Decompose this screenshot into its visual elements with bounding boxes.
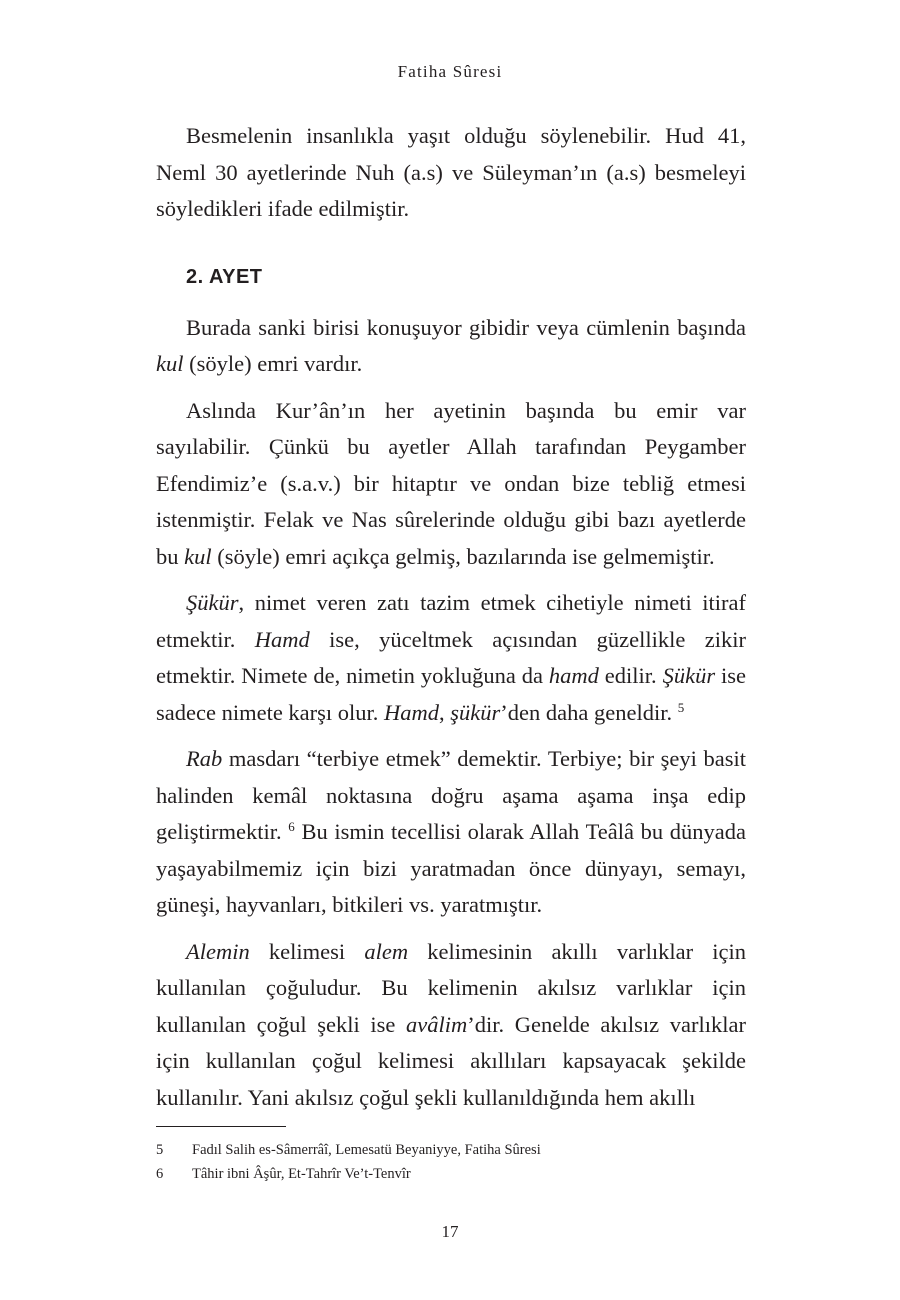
italic-term: Alemin <box>186 938 250 964</box>
text-run: ise, yüceltmek açısından güzellikle zikir etmektir. Nimete de, nimetin yokluğuna da <box>156 626 747 688</box>
text-run: Burada sanki birisi konuşuyor gibidir veya cümlenin başında <box>186 314 746 340</box>
italic-term: Şükür <box>662 663 716 688</box>
italic-term: Hamd <box>384 699 440 725</box>
footnote-ref[interactable]: 5 <box>677 699 685 715</box>
italic-term: kul <box>156 351 184 376</box>
text-run: (söyle) emri açıkça gelmiş, bazılarında ise gelmemiştir. <box>211 543 715 569</box>
footnote-text: Fadıl Salih es-Sâmerrâî, Lemesatü Beyaniyye, Fatiha Sûresi <box>192 1142 541 1158</box>
italic-term: şükür <box>450 699 501 725</box>
footnote-item <box>156 1138 756 1162</box>
footnote-item <box>156 1162 756 1186</box>
footnote-text: Tâhir ibni Âşûr, Et-Tahrîr Ve’t-Tenvîr <box>192 1166 411 1182</box>
text-run: ’dir. Genelde akılsız varlıklar için kullanılan çoğul kelimesi akıllıları kapsayacak şekilde kullanılır. Yani akılsız çoğul şekli kullanıldığında hem akıllı <box>156 1011 746 1110</box>
footnote-ref[interactable]: 6 <box>288 819 295 834</box>
text-run: , <box>439 699 451 725</box>
footnote-divider <box>156 1126 286 1127</box>
text-run: kelimesi <box>249 938 365 964</box>
paragraph-3 <box>156 393 746 576</box>
footnotes <box>156 1138 756 1186</box>
italic-term: alem <box>364 938 409 964</box>
italic-term: Hamd <box>254 626 310 652</box>
text-run: , nimet veren zatı tazim etmek cihetiyle nimeti itiraf etmektir. <box>156 590 746 652</box>
italic-term: hamd <box>548 663 599 688</box>
body-text <box>156 118 746 1126</box>
paragraph-6 <box>156 934 746 1117</box>
italic-term: kul <box>184 543 212 569</box>
text-run: masdarı “terbiye etmek” demektir. Terbiye; bir şeyi basit halinden kemâl noktasına doğru aşama aşama inşa edip geliştirmektir. <box>156 746 746 844</box>
page-number: 17 <box>441 1222 459 1241</box>
paragraph-2 <box>156 310 746 383</box>
footnote-number: 5 <box>156 1142 164 1158</box>
italic-term: Rab <box>186 746 223 771</box>
text-run: kelimesinin akıllı varlıklar için kullanılan çoğuludur. Bu kelimenin akılsız varlıklar için kullanılan çoğul şekli ise <box>156 938 747 1037</box>
paragraph-4 <box>156 585 746 731</box>
text-run: ise sadece nimete karşı olur. <box>156 663 746 725</box>
text-run: (söyle) emri vardır. <box>183 351 363 376</box>
paragraph-1: Besmelenin insanlıkla yaşıt olduğu söylenebilir. Hud 41, Neml 30 ayetlerinde Nuh (a.s) ve Süleyman’ın (a.s) besmeleyi söyledikleri ifade edilmiştir. <box>156 123 746 221</box>
italic-term: avâlim <box>406 1011 468 1037</box>
text-run: Bu ismin tecellisi olarak Allah Teâlâ bu dünyada yaşayabilmemiz için bizi yaratmadan önce dünyayı, semayı, güneşi, hayvanları, bitkileri vs. yaratmıştır. <box>156 819 747 917</box>
section-heading: 2. AYET <box>186 265 263 288</box>
paragraph-5 <box>156 741 746 924</box>
footnote-number: 6 <box>156 1166 164 1182</box>
text-run: ’den daha geneldir. <box>500 699 673 725</box>
text-run: edilir. <box>598 663 663 688</box>
italic-term: Şükür <box>186 590 239 615</box>
running-head: Fatiha Sûresi <box>397 62 503 81</box>
text-run: Aslında Kur’ân’ın her ayetinin başında bu emir var sayılabilir. Çünkü bu ayetler Allah tarafından Peygamber Efendimiz’e (s.a.v.) bir hitaptır ve ondan bize tebliğ etmesi istenmiştir. Felak ve Nas sûrelerinde olduğu gibi bazı ayetlerde bu <box>156 397 746 569</box>
